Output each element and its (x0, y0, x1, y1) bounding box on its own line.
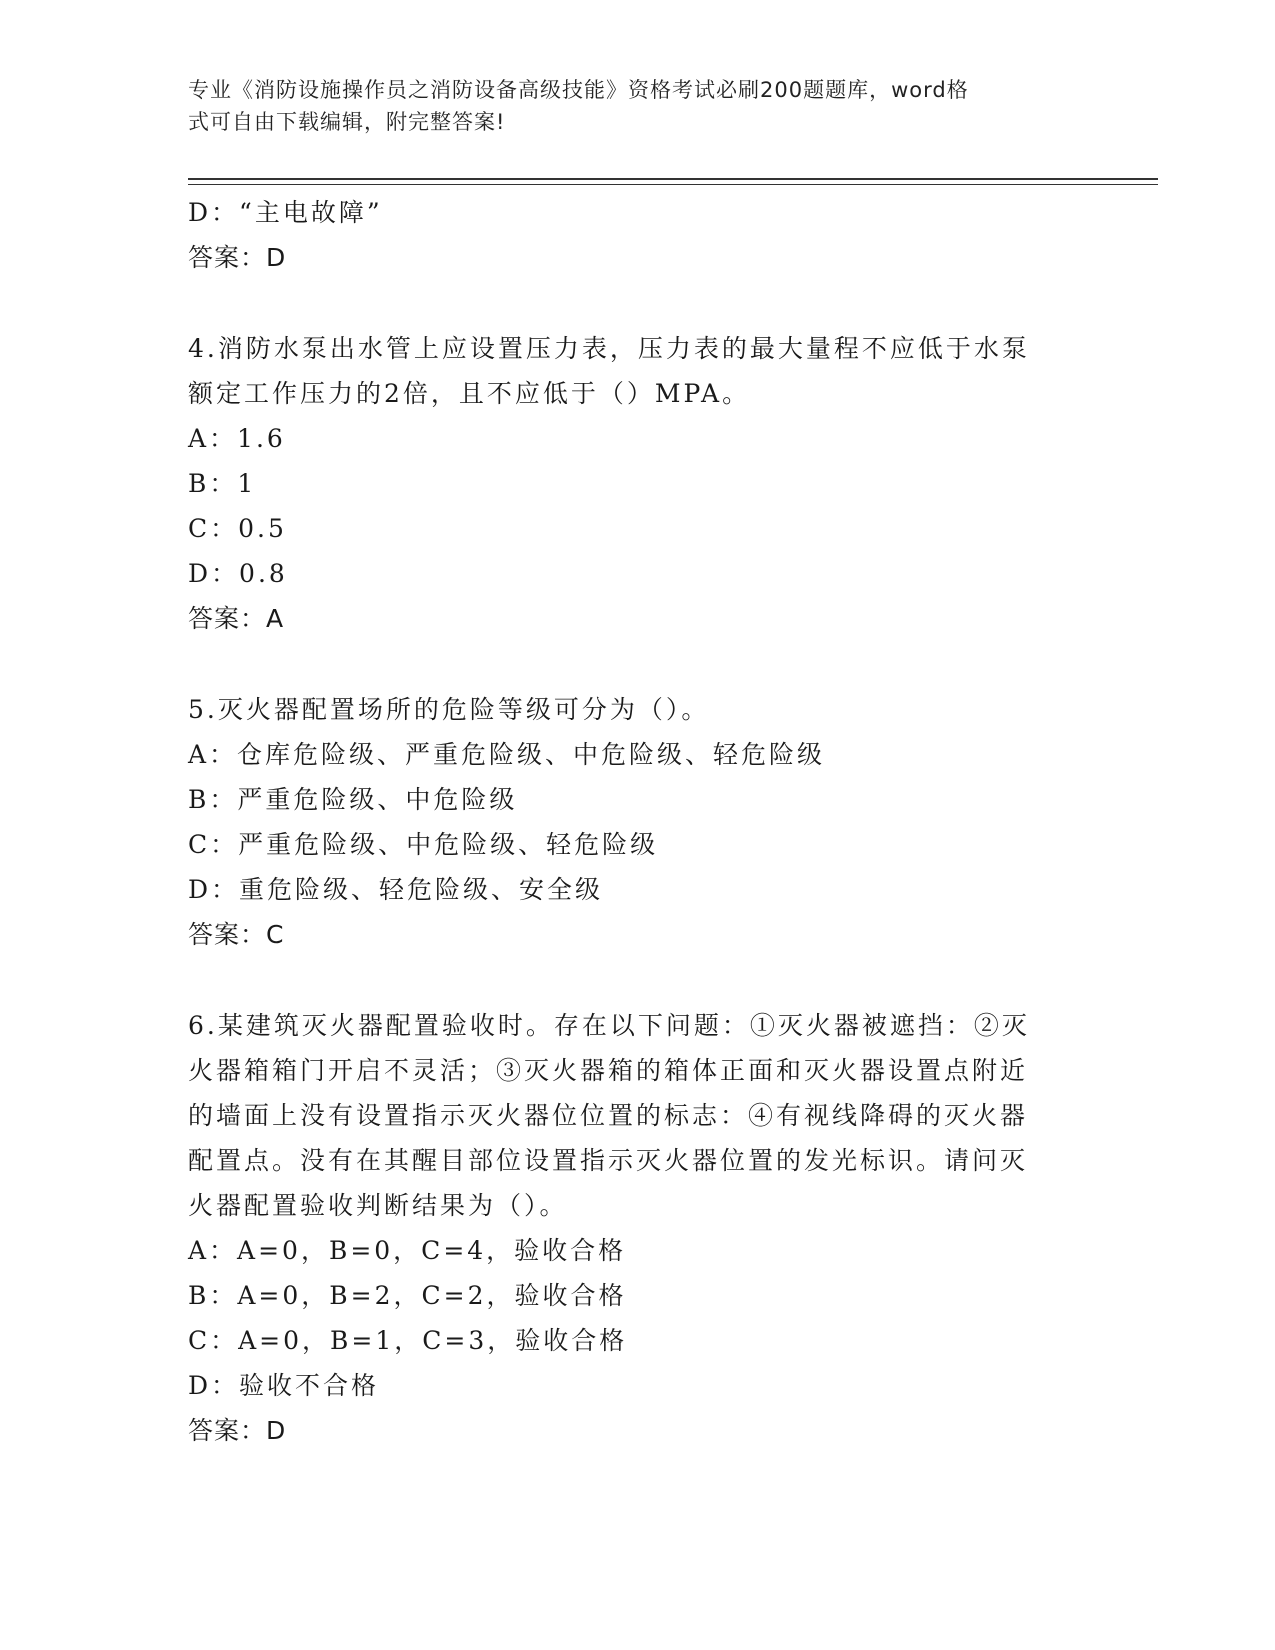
option-b: B：1 (188, 469, 257, 498)
option-c: C：A=0，B=1，C=3，验收合格 (188, 1326, 628, 1355)
question-3 (188, 190, 1068, 280)
header-line-1: 专业《消防设施操作员之消防设备高级技能》资格考试必刷200题题库，word格 (188, 78, 969, 102)
spacer (188, 957, 1068, 1003)
question-stem-line: 4.消防水泵出水管上应设置压力表，压力表的最大量程不应低于水泵 (188, 334, 1030, 363)
spacer (188, 641, 1068, 687)
question-6 (188, 1003, 1068, 1453)
option-c: C：严重危险级、中危险级、轻危险级 (188, 830, 659, 859)
option-a: A：仓库危险级、严重危险级、中危险级、轻危险级 (188, 740, 826, 769)
option-b: B：严重危险级、中危险级 (188, 785, 518, 814)
question-stem-line: 的墙面上没有设置指示灭火器位位置的标志：④有视线降碍的灭火器 (188, 1101, 1029, 1130)
answer: 答案：C (188, 920, 285, 949)
question-5 (188, 687, 1068, 957)
header-divider-thin (188, 184, 1158, 185)
answer: 答案：A (188, 604, 285, 633)
option-a: A：1.6 (188, 424, 286, 453)
spacer (188, 280, 1068, 326)
option-b: B：A=0，B=2，C=2，验收合格 (188, 1281, 627, 1310)
question-stem-line: 火器配置验收判断结果为（）。 (188, 1191, 568, 1220)
question-content (188, 190, 1068, 1453)
question-stem-line: 火器箱箱门开启不灵活；③灭火器箱的箱体正面和灭火器设置点附近 (188, 1056, 1029, 1085)
option-d: D：重危险级、轻危险级、安全级 (188, 875, 604, 904)
option-c: C：0.5 (188, 514, 287, 543)
question-4 (188, 326, 1068, 641)
option-d: D：0.8 (188, 559, 288, 588)
document-header (188, 74, 1068, 138)
answer: 答案：D (188, 243, 287, 272)
header-divider-thick (188, 178, 1158, 180)
question-stem-line: 5.灭火器配置场所的危险等级可分为（）。 (188, 695, 710, 724)
header-line-2: 式可自由下载编辑，附完整答案! (188, 110, 506, 134)
option-d: D：“主电故障” (188, 198, 383, 227)
option-d: D：验收不合格 (188, 1371, 380, 1400)
question-stem-line: 6.某建筑灭火器配置验收时。存在以下问题：①灭火器被遮挡：②灭 (188, 1011, 1030, 1040)
answer: 答案：D (188, 1416, 287, 1445)
question-stem-line: 额定工作压力的2倍，且不应低于（）MPA。 (188, 379, 751, 408)
question-stem-line: 配置点。没有在其醒目部位设置指示灭火器位置的发光标识。请问灭 (188, 1146, 1029, 1175)
option-a: A：A=0，B=0，C=4，验收合格 (188, 1236, 627, 1265)
